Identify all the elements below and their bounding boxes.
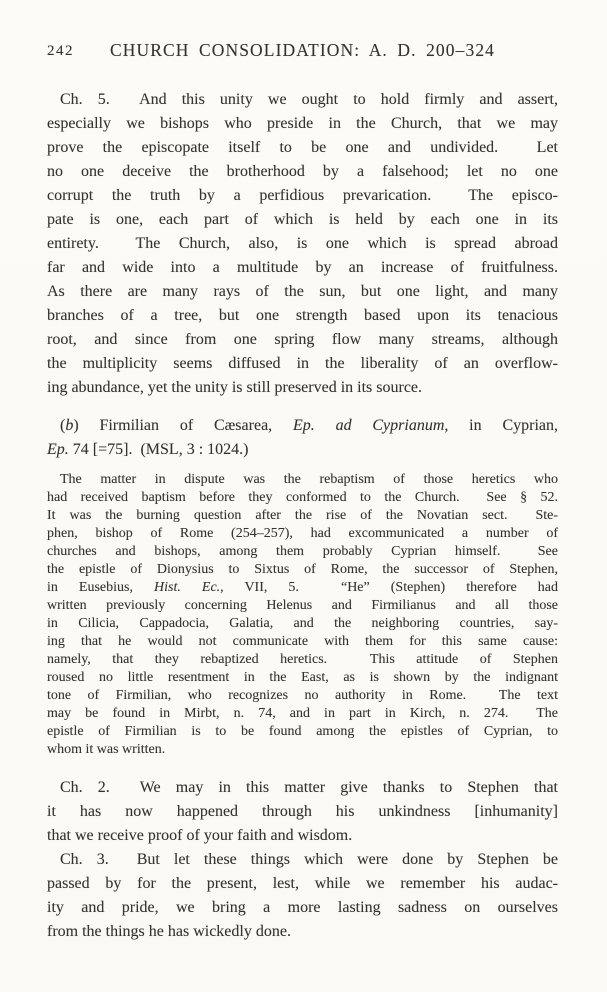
text-segment: ing abundance, yet the unity is still preserved in its source.	[47, 379, 423, 396]
text-segment: especially we bishops who preside in the Church, that we may	[47, 115, 558, 132]
text-segment: had received baptism before they conformed to the Church. See § 52.	[47, 490, 558, 505]
text-line	[47, 280, 558, 304]
text-segment: corrupt the truth by a perfidious prevarication. The episco-	[47, 187, 558, 204]
text-segment: that we receive proof of your faith and wisdom.	[47, 827, 353, 844]
text-line	[47, 723, 558, 741]
text-segment: epistle of Firmilian is to be found among the epistles of Cyprian, to	[47, 724, 558, 739]
page-number: 242	[47, 43, 74, 59]
text-segment: whom it was written.	[47, 742, 166, 757]
text-segment: in Eusebius,	[47, 580, 155, 595]
running-header	[47, 40, 558, 60]
italic-text: Hist. Ec.	[154, 580, 221, 595]
text-segment: no one deceive the brotherhood by a falsehood; let no one	[47, 163, 558, 180]
text-segment: prove the episcopate itself to be one and undivided. Let	[47, 139, 558, 156]
text-segment: , VII, 5. “He” (Stephen) therefore had	[220, 580, 558, 595]
text-line	[47, 561, 558, 579]
text-line	[47, 669, 558, 687]
text-line	[47, 328, 558, 352]
text-line	[47, 160, 558, 184]
text-segment: passed by for the present, lest, while we remember his audac-	[47, 875, 558, 892]
text-line	[47, 507, 558, 525]
text-line	[47, 232, 558, 256]
text-line	[47, 705, 558, 723]
page-body	[47, 88, 558, 944]
text-line	[47, 633, 558, 651]
text-line	[47, 489, 558, 507]
page-title: CHURCH CONSOLIDATION: A. D. 200–324	[109, 40, 496, 60]
text-segment: tone of Firmilian, who recognizes no authority in Rome. The text	[47, 688, 558, 703]
text-segment: from the things he has wickedly done.	[47, 923, 291, 940]
text-line	[47, 776, 558, 800]
text-segment: roused no little resentment in the East, as is shown by the indignant	[47, 670, 558, 685]
ch3-paragraph	[47, 848, 558, 944]
text-segment: phen, bishop of Rome (254–257), had excommunicated a number of	[47, 526, 558, 541]
text-line	[47, 88, 558, 112]
text-line	[47, 651, 558, 669]
text-segment: Ch. 2. We may in this matter give thanks to Stephen that	[60, 779, 558, 796]
text-segment: Ch. 5. And this unity we ought to hold firmly and assert,	[60, 91, 558, 108]
text-segment: may be found in Mirbt, n. 74, and in part in Kirch, n. 274. The	[47, 706, 558, 721]
text-line	[47, 597, 558, 615]
text-line	[47, 438, 558, 462]
text-segment: ity and pride, we bring a more lasting sadness on ourselves	[47, 899, 558, 916]
text-segment: written previously concerning Helenus and Firmilianus and all those	[47, 598, 558, 613]
ch5-paragraph	[47, 88, 558, 400]
text-segment: far and wide into a multitude by an increase of fruitfulness.	[47, 259, 558, 276]
ch2-paragraph	[47, 776, 558, 848]
italic-text: Ep.	[47, 441, 69, 458]
text-line	[47, 112, 558, 136]
text-line	[47, 872, 558, 896]
italic-text: Ep. ad Cyprianum	[292, 417, 445, 434]
text-segment: As there are many rays of the sun, but one light, and many	[47, 283, 558, 300]
text-line	[47, 256, 558, 280]
italic-text: b	[65, 417, 74, 434]
text-segment: It was the burning question after the rise of the Novatian sect. Ste-	[47, 508, 558, 523]
text-line	[47, 824, 558, 848]
text-block	[47, 40, 558, 944]
text-segment: (	[60, 417, 66, 434]
text-line	[47, 352, 558, 376]
text-segment: ing that he would not communicate with them for this same cause:	[47, 634, 558, 649]
text-segment: root, and since from one spring flow many streams, although	[47, 331, 558, 348]
text-line	[47, 543, 558, 561]
text-line	[47, 525, 558, 543]
text-line	[47, 687, 558, 705]
text-line	[47, 741, 558, 759]
text-segment: pate is one, each part of which is held by each one in its	[47, 211, 558, 228]
text-segment: namely, that they rebaptized heretics. This attitude of Stephen	[47, 652, 558, 667]
text-segment: 74 [=75]. (MSL, 3 : 1024.)	[68, 441, 249, 458]
text-line	[47, 920, 558, 944]
text-line	[47, 471, 558, 489]
text-line	[47, 800, 558, 824]
text-line	[47, 848, 558, 872]
text-segment: branches of a tree, but one strength based upon its tenacious	[47, 307, 558, 324]
text-segment: entirety. The Church, also, is one which is spread abroad	[47, 235, 558, 252]
citation-paragraph	[47, 414, 558, 462]
text-segment: Ch. 3. But let these things which were done by Stephen be	[60, 851, 558, 868]
commentary-paragraph	[47, 471, 558, 759]
text-segment: The matter in dispute was the rebaptism of those heretics who	[60, 472, 558, 487]
text-segment: the epistle of Dionysius to Sixtus of Rome, the successor of Stephen,	[47, 562, 558, 577]
text-line	[47, 208, 558, 232]
text-segment: , in Cyprian,	[444, 417, 558, 434]
text-line	[47, 136, 558, 160]
text-line	[47, 304, 558, 328]
text-line	[47, 376, 558, 400]
text-line	[47, 579, 558, 597]
text-segment: ) Firmilian of Cæsarea,	[73, 417, 293, 434]
text-line	[47, 184, 558, 208]
text-line	[47, 414, 558, 438]
text-segment: the multiplicity seems diffused in the liberality of an overflow-	[47, 355, 558, 372]
text-line	[47, 896, 558, 920]
text-segment: in Cilicia, Cappadocia, Galatia, and the neighboring countries, say-	[47, 616, 558, 631]
text-segment: churches and bishops, among them probably Cyprian himself. See	[47, 544, 558, 559]
text-line	[47, 615, 558, 633]
text-segment: it has now happened through his unkindness [inhumanity]	[47, 803, 558, 820]
